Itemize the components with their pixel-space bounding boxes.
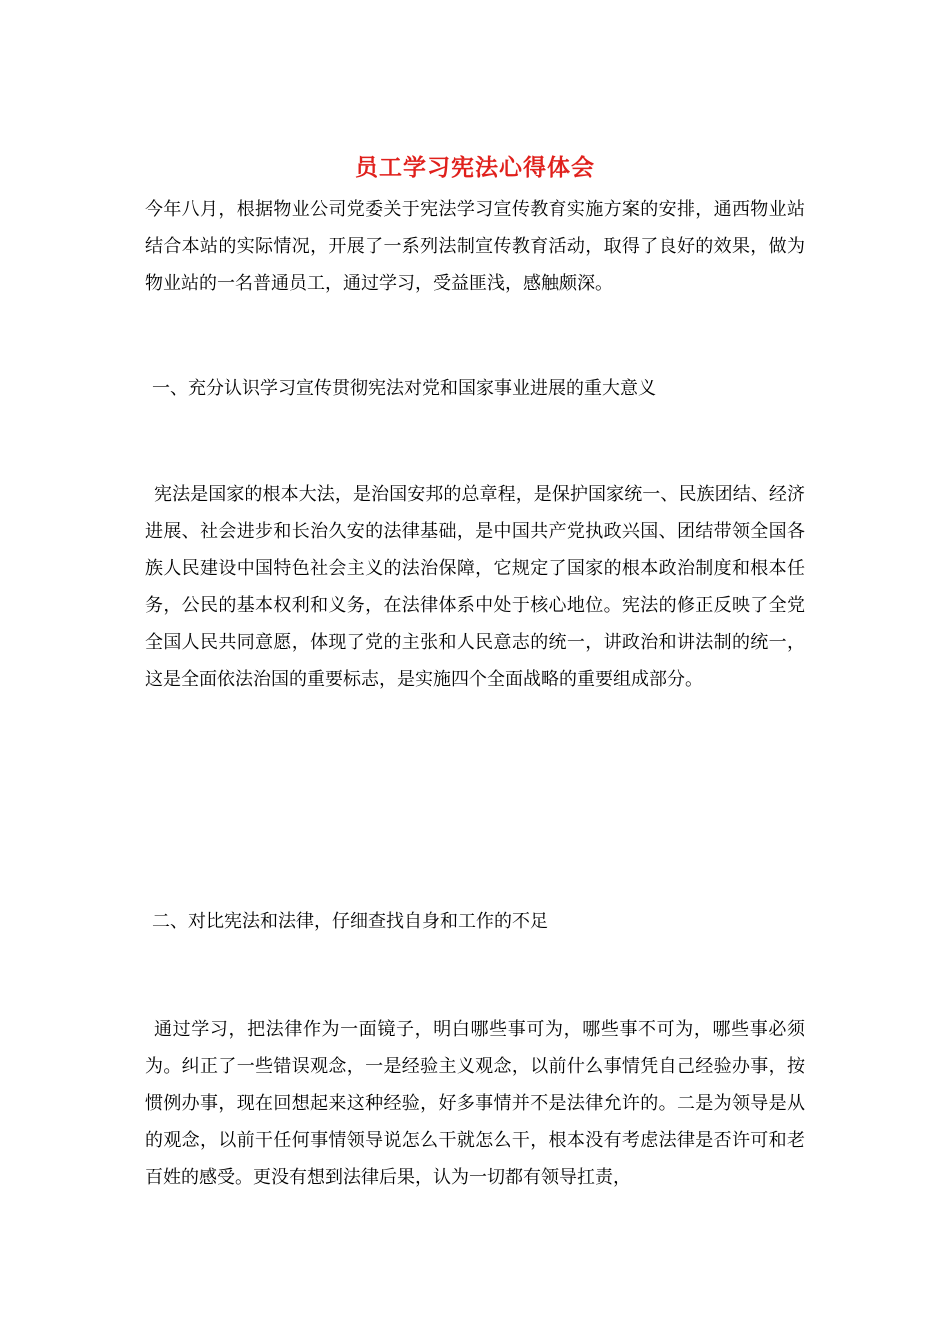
- section-1-heading: 一、充分认识学习宣传贯彻宪法对党和国家事业进展的重大意义: [152, 378, 656, 399]
- section-2-paragraph: 通过学习，把法律作为一面镜子，明白哪些事可为，哪些事不可为，哪些事必须为。纠正了一些错误观念，一是经验主义观念，以前什么事情凭自己经验办事，按惯例办事，现在回想起来这种经验，好多事情并不是法律允许的。二是为领导是从的观念，以前干任何事情领导说怎么干就怎么干，根本没有考虑法律是否许可和老百姓的感受。更没有想到法律后果，认为一切都有领导扛责，: [145, 1019, 805, 1188]
- section-1-paragraph: 宪法是国家的根本大法，是治国安邦的总章程，是保护国家统一、民族团结、经济进展、社会进步和长治久安的法律基础，是中国共产党执政兴国、团结带领全国各族人民建设中国特色社会主义的法治保障，它规定了国家的根本政治制度和根本任务，公民的基本权利和义务，在法律体系中处于核心地位。宪法的修正反映了全党全国人民共同意愿，体现了党的主张和人民意志的统一，讲政治和讲法制的统一，这是全面依法治国的重要标志，是实施四个全面战略的重要组成部分。: [145, 484, 805, 690]
- document-title: 员工学习宪法心得体会: [355, 154, 595, 181]
- section-2-heading: 二、对比宪法和法律，仔细查找自身和工作的不足: [152, 911, 548, 932]
- intro-paragraph: 今年八月，根据物业公司党委关于宪法学习宣传教育实施方案的安排，通西物业站结合本站的实际情况，开展了一系列法制宣传教育活动，取得了良好的效果，做为物业站的一名普通员工，通过学习，受益匪浅，感触颇深。: [145, 199, 805, 294]
